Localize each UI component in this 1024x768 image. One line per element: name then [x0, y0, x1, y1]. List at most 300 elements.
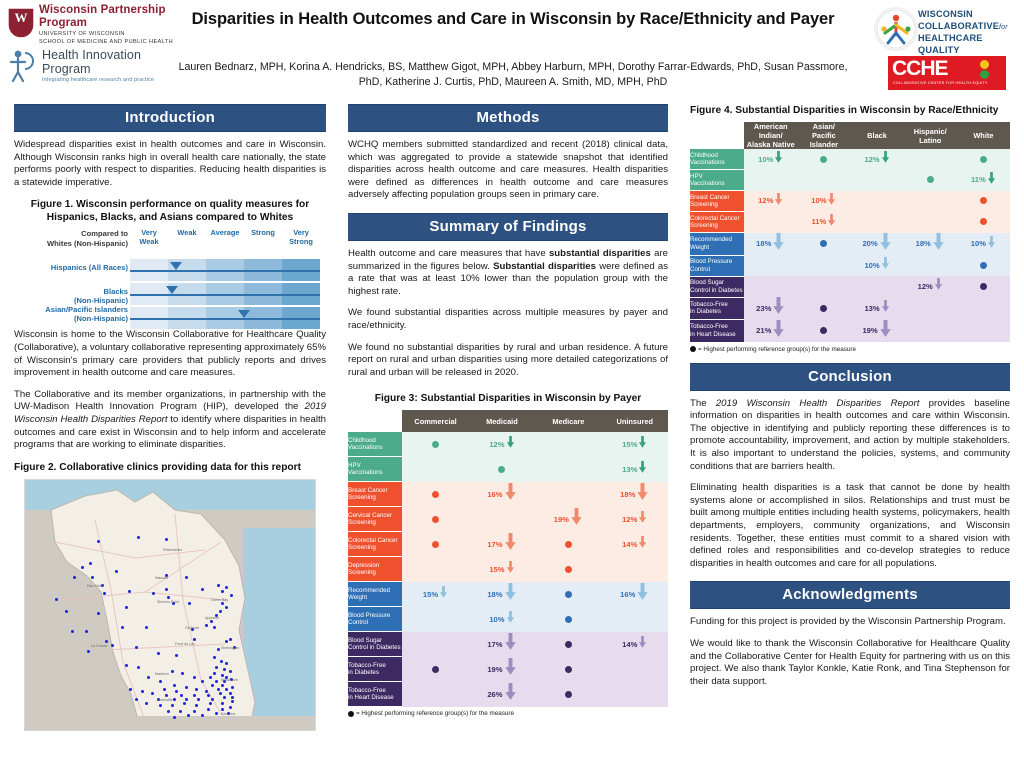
- map-outline: [25, 480, 315, 730]
- data-cell: [602, 682, 668, 707]
- disparity-value: 15%: [622, 439, 638, 449]
- column-header: Black: [850, 122, 903, 149]
- disparity-arrow: [774, 192, 783, 210]
- wchq-line-2-small: for: [999, 23, 1008, 31]
- disparity-value: 10%: [489, 614, 505, 624]
- figure1-baseline: [130, 318, 320, 320]
- hip-title: Health Innovation Program: [42, 48, 141, 76]
- down-arrow-icon: [638, 536, 647, 548]
- data-cell: [469, 682, 535, 707]
- data-cell: [797, 320, 850, 343]
- section-heading-conclusion: Conclusion: [690, 363, 1010, 391]
- row-label: Recommended Weight: [348, 582, 402, 607]
- table-header-row: [348, 410, 668, 432]
- down-arrow-icon: [504, 583, 517, 601]
- disparity-arrow: [934, 277, 943, 295]
- wpp-subtitle-1: UNIVERSITY OF WISCONSIN: [39, 31, 125, 37]
- summary-paragraph-3: We found no substantial disparities by rural and urban residence. A future report on rural and urban disparities using more detailed categorizations of rural and urban will be released in 2020.: [348, 341, 668, 378]
- figure3-caption: Figure 3: Substantial Disparities in Wisconsin by Payer: [374, 393, 642, 405]
- disparity-value: 13%: [622, 464, 638, 474]
- column-header: Commercial: [402, 410, 468, 432]
- data-cell: [850, 191, 903, 212]
- row-label: Breast Cancer Screening: [690, 191, 744, 212]
- summary-p1-bold-2: Substantial disparities: [493, 260, 596, 272]
- map-city-label: Rhinelander: [163, 547, 183, 552]
- poster-authors: Lauren Bednarz, MPH, Korina A. Hendricks, BS, Matthew Gigot, MPH, Abbey Harburn, MPH, Dorothy Farrar-Edwards, PhD, Susan Passmore, PhD, Katherine J. Curtis, PhD, Maureen A. Smith, MD, MPH, PhD: [178, 61, 848, 88]
- data-cell: [469, 482, 535, 507]
- data-cell: [535, 607, 601, 632]
- disparity-value: 10%: [811, 196, 827, 206]
- wpp-subtitle-2: SCHOOL OF MEDICINE AND PUBLIC HEALTH: [39, 38, 174, 45]
- down-arrow-icon: [881, 257, 890, 269]
- column-header: American Indian/ Alaska Native: [744, 122, 797, 149]
- figure1-corner-label: Compared to Whites (Non-Hispanic): [47, 229, 128, 248]
- data-cell: [850, 149, 903, 170]
- down-arrow-icon: [638, 636, 647, 648]
- disparity-arrow: [504, 633, 517, 656]
- down-arrow-icon: [772, 297, 785, 315]
- data-cell: [904, 255, 957, 276]
- down-arrow-icon: [504, 483, 517, 501]
- data-cell: [797, 170, 850, 191]
- disparity-value: 19%: [862, 326, 878, 336]
- figure1-scale-label: Very Weak: [139, 228, 159, 246]
- row-label: Blood Pressure Control: [348, 607, 402, 632]
- uw-crest-icon: [6, 6, 36, 38]
- reference-group-dot: [432, 516, 439, 523]
- down-arrow-icon: [638, 436, 647, 448]
- table-row: [690, 191, 1010, 212]
- figure4-legend: [690, 346, 1010, 353]
- row-label: Blood Sugar Control in Diabetes: [690, 276, 744, 297]
- reference-group-dot: [820, 305, 827, 312]
- data-cell: [904, 170, 957, 191]
- column-header: Uninsured: [602, 410, 668, 432]
- data-cell: [904, 233, 957, 256]
- data-cell: [744, 212, 797, 233]
- disparity-arrow: [881, 150, 890, 168]
- row-label: Tobacco-Free in Heart Disease: [348, 682, 402, 707]
- conclusion-p1-report-title: 2019 Wisconsin Health Disparities Report: [715, 397, 920, 409]
- summary-paragraph-1: [348, 248, 668, 298]
- figure3-table: [348, 410, 668, 707]
- column-header: Medicare: [535, 410, 601, 432]
- data-cell: [535, 582, 601, 607]
- intro-p3-a: The Collaborative and its member organizations, in partnership with the UW-Madison Health Innovation Program (HIP), developed the: [14, 388, 326, 413]
- data-cell: [469, 582, 535, 607]
- figure3-legend: [348, 710, 668, 717]
- data-cell: [744, 191, 797, 212]
- data-cell: [904, 212, 957, 233]
- down-arrow-icon: [504, 633, 517, 651]
- middle-column: [348, 104, 668, 717]
- cche-subtitle: COLLABORATIVE CENTER FOR HEALTH EQUITY: [893, 81, 988, 85]
- figure1-scale-label: Average: [210, 228, 240, 238]
- disparity-value: 18%: [756, 239, 772, 249]
- column-header: White: [957, 122, 1010, 149]
- data-cell: [744, 149, 797, 170]
- acknowledgments-paragraph-2: We would like to thank the Wisconsin Collaborative for Healthcare Quality and the Collaborative Center for Health Equity for partnering with us on this project. We also thank Taylor Konkle, Katie Ronk, and Tina Stephenson for their data support.: [690, 637, 1010, 687]
- wchq-line-2: COLLABORATIVE: [918, 20, 1000, 31]
- data-cell: [602, 557, 668, 582]
- figure1-row-label: Blacks (Non-Hispanic): [74, 287, 128, 306]
- figure4-table: [690, 122, 1010, 343]
- disparity-value: 13%: [864, 303, 880, 313]
- data-cell: [957, 320, 1010, 343]
- disparity-value: 16%: [487, 489, 503, 499]
- right-column: [690, 104, 1010, 688]
- data-cell: [402, 532, 468, 557]
- map-city-label: Sheboygan: [221, 645, 240, 650]
- down-arrow-icon: [636, 483, 649, 501]
- introduction-paragraph-3: [14, 389, 326, 452]
- data-cell: [797, 297, 850, 320]
- data-cell: [535, 657, 601, 682]
- introduction-paragraph-2: Wisconsin is home to the Wisconsin Collaborative for Healthcare Quality (Collaborative), a voluntary collaborative representing approximately 65% of Wisconsin's primary care providers that publicly reports and drives improvement in health outcome and care measures.: [14, 329, 326, 379]
- data-cell: [402, 482, 468, 507]
- data-cell: [602, 507, 668, 532]
- section-heading-introduction: Introduction: [14, 104, 326, 132]
- figure1-scale-label: Very Strong: [289, 228, 313, 246]
- disparity-value: 10%: [970, 239, 986, 249]
- disparity-value: 15%: [489, 564, 505, 574]
- data-cell: [850, 320, 903, 343]
- methods-paragraph-1: WCHQ members submitted standardized and recent (2018) clinical data, which was aggregated to provide a statewide snapshot that identified disparities across health outcome and care measures. Health disparities were defined as differences in health outcome and care measures adversely affecting population groups seen in primary care.: [348, 139, 668, 201]
- disparity-arrow: [570, 508, 583, 531]
- reference-group-dot: [980, 197, 987, 204]
- reference-group-dot: [980, 262, 987, 269]
- disparity-value: 18%: [915, 239, 931, 249]
- table-row: [690, 149, 1010, 170]
- data-cell: [744, 255, 797, 276]
- data-cell: [957, 255, 1010, 276]
- data-cell: [602, 582, 668, 607]
- table-row: [348, 607, 668, 632]
- disparity-value: 12%: [864, 154, 880, 164]
- summary-paragraph-2: We found substantial disparities across multiple measures by payer and race/ethnicity.: [348, 307, 668, 331]
- down-arrow-icon: [504, 658, 517, 676]
- down-arrow-icon: [439, 586, 448, 598]
- down-arrow-icon: [881, 300, 890, 312]
- data-cell: [850, 255, 903, 276]
- map-city-label: Madison: [155, 671, 169, 676]
- table-row: [348, 432, 668, 457]
- wpp-title: Wisconsin Partnership Program: [39, 4, 166, 29]
- table-row: [348, 507, 668, 532]
- disparity-arrow: [636, 483, 649, 506]
- data-cell: [904, 297, 957, 320]
- reference-group-dot: [820, 240, 827, 247]
- down-arrow-icon: [772, 233, 785, 251]
- data-cell: [602, 657, 668, 682]
- wchq-line-1: WISCONSIN: [918, 9, 973, 19]
- disparity-value: 21%: [756, 326, 772, 336]
- table-row: [348, 682, 668, 707]
- disparity-value: 19%: [553, 514, 569, 524]
- down-arrow-icon: [879, 320, 892, 338]
- reference-group-dot: [565, 541, 572, 548]
- disparity-value: 11%: [811, 217, 827, 227]
- acknowledgments-paragraph-1: Funding for this project is provided by the Wisconsin Partnership Program.: [690, 616, 1006, 628]
- data-cell: [744, 276, 797, 297]
- data-cell: [402, 632, 468, 657]
- down-arrow-icon: [934, 278, 943, 290]
- disparity-value: 12%: [758, 196, 774, 206]
- data-cell: [904, 191, 957, 212]
- figure2-caption: Figure 2. Collaborative clinics providing data for this report: [14, 461, 301, 473]
- disparity-arrow: [504, 683, 517, 706]
- svg-text:W: W: [14, 10, 28, 25]
- map-city-label: Kenosha: [221, 711, 236, 716]
- reference-group-dot: [432, 666, 439, 673]
- data-cell: [535, 432, 601, 457]
- summary-p1-d: were defined as a rate that was at least 10% lower than the population group with the highest rate.: [348, 260, 668, 297]
- wchq-line-3: HEALTHCARE QUALITY: [918, 33, 983, 55]
- figure1-row-label: Hispanics (All Races): [50, 263, 128, 273]
- map-city-label: Wausau: [155, 575, 169, 580]
- column-header: Hispanic/ Latino: [904, 122, 957, 149]
- disparity-value: 23%: [756, 303, 772, 313]
- disparity-value: 20%: [862, 239, 878, 249]
- row-label: Tobacco-Free in Heart Disease: [690, 320, 744, 343]
- disparity-arrow: [987, 171, 996, 189]
- reference-group-dot: [565, 691, 572, 698]
- table-row: [690, 255, 1010, 276]
- table-row: [348, 632, 668, 657]
- data-cell: [850, 233, 903, 256]
- figure1-chart: [20, 229, 320, 323]
- column-header: Asian/ Pacific Islander: [797, 122, 850, 149]
- disparity-value: 12%: [622, 514, 638, 524]
- row-label: Colorectal Cancer Screening: [348, 532, 402, 557]
- data-cell: [469, 607, 535, 632]
- figure1-row-track: [130, 307, 320, 329]
- row-label: Cervical Cancer Screening: [348, 507, 402, 532]
- figure3-table-container: [348, 410, 668, 707]
- table-row: [348, 657, 668, 682]
- disparity-arrow: [772, 320, 785, 343]
- legend-dot-icon: [348, 711, 354, 717]
- data-cell: [602, 607, 668, 632]
- reference-group-dot: [432, 441, 439, 448]
- disparity-arrow: [636, 583, 649, 606]
- disparity-arrow: [772, 233, 785, 256]
- data-cell: [469, 632, 535, 657]
- row-label: Childhood Vaccinations: [348, 432, 402, 457]
- data-cell: [402, 582, 468, 607]
- row-label: Tobacco-Free in Diabetes: [348, 657, 402, 682]
- disparity-arrow: [774, 150, 783, 168]
- introduction-paragraph-1: Widespread disparities exist in health outcomes and care in Wisconsin. Although Wisconsin ranks high in overall health care nationally, the state performs poorly with respect to disparities. Reducing health disparities is a statewide imperative.: [14, 139, 326, 188]
- down-arrow-icon: [506, 611, 515, 623]
- data-cell: [904, 276, 957, 297]
- summary-p1-a: Health outcome and care measures that have: [348, 247, 549, 259]
- data-cell: [957, 170, 1010, 191]
- down-arrow-icon: [827, 214, 836, 226]
- reference-group-dot: [432, 541, 439, 548]
- disparity-value: 14%: [622, 539, 638, 549]
- disparity-arrow: [772, 297, 785, 320]
- data-cell: [469, 657, 535, 682]
- disparity-arrow: [932, 233, 945, 256]
- health-innovation-program-logo: [4, 46, 180, 86]
- data-cell: [797, 276, 850, 297]
- disparity-arrow: [504, 658, 517, 681]
- figure1-scale-label: Weak: [177, 228, 197, 238]
- row-label: Recommended Weight: [690, 233, 744, 256]
- map-city-label: Stevens Point: [157, 599, 180, 604]
- data-cell: [797, 191, 850, 212]
- disparity-arrow: [638, 635, 647, 653]
- table-row: [348, 582, 668, 607]
- cche-dot-yellow: [980, 60, 989, 69]
- map-city-label: La Crosse: [91, 643, 108, 648]
- down-arrow-icon: [774, 151, 783, 163]
- data-cell: [957, 149, 1010, 170]
- down-arrow-icon: [987, 172, 996, 184]
- table-row: [690, 320, 1010, 343]
- reference-group-dot: [565, 641, 572, 648]
- poster-title: Disparities in Health Outcomes and Care in Wisconsin by Race/Ethnicity and Payer: [191, 10, 835, 28]
- down-arrow-icon: [504, 533, 517, 551]
- disparity-arrow: [881, 299, 890, 317]
- disparity-arrow: [504, 483, 517, 506]
- reference-group-dot: [820, 327, 827, 334]
- data-cell: [797, 212, 850, 233]
- conclusion-p1-b: provides baseline information on disparities in health outcomes and care within Wisconsin. The objective in identifying and publicly reporting these differences is to promote accountability, improvement, and action by multiple stakeholders. It is also important to understand the policies, systems, and community conditions that are barriers health.: [690, 397, 1010, 472]
- table-row: [348, 532, 668, 557]
- map-city-label: Fond du Lac: [175, 641, 195, 646]
- data-cell: [602, 482, 668, 507]
- down-arrow-icon: [881, 151, 890, 163]
- figure2-wisconsin-map: [24, 479, 316, 731]
- data-cell: [402, 432, 468, 457]
- down-arrow-icon: [506, 436, 515, 448]
- data-cell: [469, 557, 535, 582]
- data-cell: [402, 607, 468, 632]
- disparity-arrow: [504, 533, 517, 556]
- disparity-value: 10%: [758, 154, 774, 164]
- row-label: Tobacco-Free in Diabetes: [690, 297, 744, 320]
- intro-p3-report-title: 2019 Wisconsin Health Disparities Report: [14, 401, 326, 425]
- disparity-arrow: [638, 535, 647, 553]
- data-cell: [797, 233, 850, 256]
- reference-group-dot: [820, 156, 827, 163]
- down-arrow-icon: [987, 236, 996, 248]
- down-arrow-icon: [772, 320, 785, 338]
- data-cell: [797, 149, 850, 170]
- disparity-value: 16%: [620, 589, 636, 599]
- disparity-value: 17%: [487, 639, 503, 649]
- data-cell: [957, 297, 1010, 320]
- figure3-legend-text: = Highest performing reference group(s) for the measure: [356, 710, 515, 718]
- row-label: HPV Vaccinations: [348, 457, 402, 482]
- conclusion-p1-a: The: [690, 397, 716, 409]
- disparity-value: 15%: [422, 589, 439, 599]
- section-heading-methods: Methods: [348, 104, 668, 132]
- reference-group-dot: [927, 176, 934, 183]
- figure1-caption: Figure 1. Wisconsin performance on quality measures for Hispanics, Blacks, and Asians compared to Whites: [30, 199, 310, 224]
- reference-group-dot: [565, 666, 572, 673]
- row-label: Breast Cancer Screening: [348, 482, 402, 507]
- figure1-baseline: [130, 294, 320, 296]
- disparity-value: 12%: [917, 281, 933, 291]
- disparity-arrow: [638, 460, 647, 478]
- data-cell: [402, 507, 468, 532]
- conclusion-paragraph-1: [690, 398, 1010, 474]
- figure1-row-track: [130, 283, 320, 305]
- section-heading-summary: Summary of Findings: [348, 213, 668, 241]
- map-city-label: Milwaukee: [221, 677, 238, 682]
- figure1-position-marker: [170, 262, 182, 270]
- legend-dot-icon: [690, 346, 696, 352]
- disparity-arrow: [506, 610, 515, 628]
- figure4-legend-text: = Highest performing reference group(s) for the measure: [698, 345, 857, 353]
- row-label: Depression Screening: [348, 557, 402, 582]
- poster-header: [0, 0, 1024, 100]
- table-row: [690, 297, 1010, 320]
- data-cell: [469, 532, 535, 557]
- down-arrow-icon: [570, 508, 583, 526]
- data-cell: [957, 212, 1010, 233]
- table-row: [348, 457, 668, 482]
- down-arrow-icon: [879, 233, 892, 251]
- reference-group-dot: [980, 218, 987, 225]
- figure4-caption: Figure 4. Substantial Disparities in Wisconsin by Race/Ethnicity: [690, 105, 999, 116]
- hip-subtitle: Integrating healthcare research and practice: [42, 77, 155, 83]
- row-label: Childhood Vaccinations: [690, 149, 744, 170]
- data-cell: [602, 532, 668, 557]
- data-cell: [957, 233, 1010, 256]
- reference-group-dot: [565, 616, 572, 623]
- summary-p1-c: are summarized in the figures below.: [348, 247, 668, 272]
- data-cell: [469, 457, 535, 482]
- down-arrow-icon: [504, 683, 517, 701]
- disparity-arrow: [987, 235, 996, 253]
- figure1-baseline: [130, 270, 320, 272]
- row-label: HPV Vaccinations: [690, 170, 744, 191]
- map-city-label: Janesville: [157, 697, 173, 702]
- disparity-value: 12%: [489, 439, 505, 449]
- wisconsin-partnership-program-logo: [6, 4, 176, 44]
- down-arrow-icon: [827, 193, 836, 205]
- down-arrow-icon: [774, 193, 783, 205]
- data-cell: [602, 632, 668, 657]
- data-cell: [744, 320, 797, 343]
- data-cell: [904, 320, 957, 343]
- disparity-arrow: [827, 192, 836, 210]
- disparity-value: 19%: [487, 664, 503, 674]
- data-cell: [402, 682, 468, 707]
- table-row: [690, 170, 1010, 191]
- section-heading-acknowledgments: Acknowledgments: [690, 581, 1010, 609]
- table-row: [690, 276, 1010, 297]
- disparity-arrow: [439, 585, 448, 603]
- data-cell: [402, 657, 468, 682]
- data-cell: [957, 276, 1010, 297]
- disparity-arrow: [827, 213, 836, 231]
- figure1-position-marker: [166, 286, 178, 294]
- table-row: [348, 557, 668, 582]
- disparity-arrow: [638, 435, 647, 453]
- reference-group-dot: [432, 491, 439, 498]
- map-city-label: Appleton: [205, 615, 220, 620]
- disparity-value: 17%: [487, 539, 503, 549]
- table-header-row: [690, 122, 1010, 149]
- data-cell: [850, 170, 903, 191]
- down-arrow-icon: [506, 561, 515, 573]
- data-cell: [744, 170, 797, 191]
